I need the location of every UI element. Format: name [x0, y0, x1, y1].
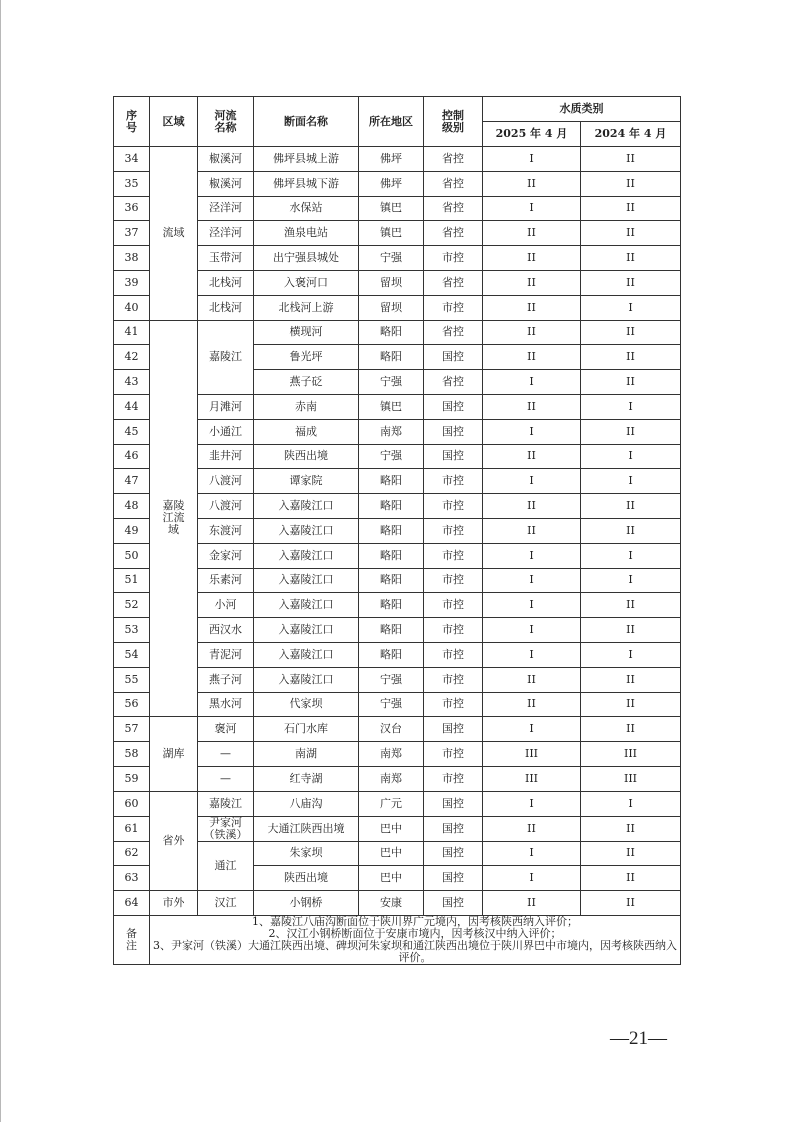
- note-line: 3、尹家河（铁溪）大通江陕西出境、碑坝河朱家坝和通江陕西出境位于陕川界巴中市境内，因考核陕西纳入评价。: [153, 938, 677, 964]
- cell-index: 62: [114, 841, 150, 866]
- cell-control: 省控: [424, 270, 483, 295]
- cell-quality-2025: II: [483, 816, 581, 841]
- cell-quality-2025: II: [483, 891, 581, 916]
- table-row: [114, 742, 681, 767]
- cell-location: 略阳: [359, 543, 424, 568]
- cell-section: 八庙沟: [254, 791, 359, 816]
- cell-index: 41: [114, 320, 150, 345]
- cell-index: 48: [114, 494, 150, 519]
- cell-river: 小河: [198, 593, 254, 618]
- cell-control: 省控: [424, 196, 483, 221]
- cell-section: 入嘉陵江口: [254, 543, 359, 568]
- cell-index: 38: [114, 246, 150, 271]
- cell-section: 入嘉陵江口: [254, 568, 359, 593]
- notes-content: [150, 915, 681, 964]
- cell-quality-2024: I: [581, 568, 681, 593]
- cell-location: 略阳: [359, 494, 424, 519]
- cell-section: 石门水库: [254, 717, 359, 742]
- table-row: [114, 791, 681, 816]
- cell-control: 市控: [424, 494, 483, 519]
- cell-quality-2025: II: [483, 667, 581, 692]
- table-row: [114, 692, 681, 717]
- cell-location: 宁强: [359, 444, 424, 469]
- cell-control: 市控: [424, 469, 483, 494]
- cell-river: 金家河: [198, 543, 254, 568]
- cell-quality-2024: II: [581, 494, 681, 519]
- cell-control: 市控: [424, 742, 483, 767]
- cell-section: 南湖: [254, 742, 359, 767]
- cell-quality-2025: II: [483, 320, 581, 345]
- cell-location: 镇巴: [359, 221, 424, 246]
- cell-region: 湖库: [150, 717, 198, 791]
- cell-index: 52: [114, 593, 150, 618]
- table-row: [114, 642, 681, 667]
- cell-river: 尹家河 （铁溪）: [198, 816, 254, 841]
- header-location: 所在地区: [359, 97, 424, 147]
- cell-location: 镇巴: [359, 196, 424, 221]
- cell-quality-2024: II: [581, 518, 681, 543]
- cell-index: 40: [114, 295, 150, 320]
- cell-section: 代家坝: [254, 692, 359, 717]
- cell-river: 韭井河: [198, 444, 254, 469]
- cell-control: 国控: [424, 419, 483, 444]
- cell-section: 入褒河口: [254, 270, 359, 295]
- cell-location: 镇巴: [359, 394, 424, 419]
- cell-quality-2024: II: [581, 147, 681, 172]
- cell-river: 八渡河: [198, 469, 254, 494]
- header-2025: 2025 年 4 月: [483, 122, 581, 147]
- cell-quality-2024: II: [581, 593, 681, 618]
- cell-location: 留坝: [359, 295, 424, 320]
- cell-quality-2025: II: [483, 394, 581, 419]
- cell-control: 国控: [424, 841, 483, 866]
- cell-control: 省控: [424, 221, 483, 246]
- cell-river: 黑水河: [198, 692, 254, 717]
- table-body: [114, 147, 681, 965]
- table-row: [114, 717, 681, 742]
- cell-index: 59: [114, 766, 150, 791]
- cell-quality-2025: II: [483, 494, 581, 519]
- table-row: [114, 891, 681, 916]
- cell-index: 47: [114, 469, 150, 494]
- cell-index: 35: [114, 171, 150, 196]
- table-row: [114, 147, 681, 172]
- cell-river: 椒溪河: [198, 171, 254, 196]
- cell-section: 燕子砭: [254, 370, 359, 395]
- cell-quality-2025: II: [483, 270, 581, 295]
- cell-river: 玉带河: [198, 246, 254, 271]
- cell-index: 50: [114, 543, 150, 568]
- cell-control: 国控: [424, 345, 483, 370]
- cell-index: 42: [114, 345, 150, 370]
- cell-quality-2024: II: [581, 171, 681, 196]
- cell-control: 省控: [424, 147, 483, 172]
- cell-river: 褒河: [198, 717, 254, 742]
- table-row: [114, 494, 681, 519]
- cell-location: 略阳: [359, 618, 424, 643]
- cell-quality-2025: II: [483, 692, 581, 717]
- cell-river: 北栈河: [198, 295, 254, 320]
- water-quality-table: [113, 96, 681, 965]
- cell-section: 陕西出境: [254, 444, 359, 469]
- cell-quality-2024: II: [581, 370, 681, 395]
- cell-location: 宁强: [359, 370, 424, 395]
- cell-control: 国控: [424, 394, 483, 419]
- cell-quality-2024: II: [581, 320, 681, 345]
- cell-index: 58: [114, 742, 150, 767]
- cell-quality-2025: II: [483, 246, 581, 271]
- cell-control: 国控: [424, 444, 483, 469]
- cell-quality-2024: II: [581, 246, 681, 271]
- cell-index: 54: [114, 642, 150, 667]
- cell-index: 63: [114, 866, 150, 891]
- cell-quality-2024: II: [581, 866, 681, 891]
- notes-label: 备 注: [114, 915, 150, 964]
- cell-section: 水保站: [254, 196, 359, 221]
- cell-index: 61: [114, 816, 150, 841]
- cell-quality-2025: II: [483, 295, 581, 320]
- cell-control: 国控: [424, 866, 483, 891]
- cell-section: 佛坪县城上游: [254, 147, 359, 172]
- cell-quality-2024: II: [581, 667, 681, 692]
- cell-river: 燕子河: [198, 667, 254, 692]
- cell-quality-2025: I: [483, 593, 581, 618]
- cell-index: 55: [114, 667, 150, 692]
- cell-location: 留坝: [359, 270, 424, 295]
- cell-location: 巴中: [359, 816, 424, 841]
- table-row: [114, 444, 681, 469]
- cell-index: 53: [114, 618, 150, 643]
- cell-river: 椒溪河: [198, 147, 254, 172]
- cell-quality-2025: I: [483, 147, 581, 172]
- cell-quality-2024: II: [581, 891, 681, 916]
- cell-index: 39: [114, 270, 150, 295]
- cell-quality-2024: II: [581, 345, 681, 370]
- table-row: [114, 518, 681, 543]
- cell-section: 渔泉电站: [254, 221, 359, 246]
- header-section: 断面名称: [254, 97, 359, 147]
- table-row: [114, 667, 681, 692]
- cell-quality-2025: I: [483, 618, 581, 643]
- cell-quality-2025: I: [483, 841, 581, 866]
- cell-river: 八渡河: [198, 494, 254, 519]
- cell-control: 国控: [424, 717, 483, 742]
- cell-quality-2024: III: [581, 766, 681, 791]
- cell-control: 市控: [424, 543, 483, 568]
- table-row: [114, 320, 681, 345]
- cell-location: 宁强: [359, 692, 424, 717]
- cell-quality-2024: II: [581, 196, 681, 221]
- header-index: 序 号: [114, 97, 150, 147]
- cell-river: 东渡河: [198, 518, 254, 543]
- cell-control: 省控: [424, 320, 483, 345]
- cell-index: 49: [114, 518, 150, 543]
- cell-section: 赤南: [254, 394, 359, 419]
- cell-region: 省外: [150, 791, 198, 890]
- cell-river: 青泥河: [198, 642, 254, 667]
- cell-location: 略阳: [359, 593, 424, 618]
- cell-control: 市控: [424, 568, 483, 593]
- cell-river: 月滩河: [198, 394, 254, 419]
- cell-location: 安康: [359, 891, 424, 916]
- cell-quality-2025: I: [483, 469, 581, 494]
- cell-quality-2024: I: [581, 642, 681, 667]
- cell-quality-2025: I: [483, 370, 581, 395]
- cell-section: 入嘉陵江口: [254, 494, 359, 519]
- cell-location: 宁强: [359, 667, 424, 692]
- cell-location: 佛坪: [359, 147, 424, 172]
- cell-river: 嘉陵江: [198, 791, 254, 816]
- table-row: [114, 841, 681, 866]
- cell-section: 入嘉陵江口: [254, 618, 359, 643]
- cell-quality-2025: I: [483, 642, 581, 667]
- cell-section: 出宁强县城处: [254, 246, 359, 271]
- cell-control: 市控: [424, 593, 483, 618]
- cell-control: 省控: [424, 171, 483, 196]
- cell-location: 略阳: [359, 642, 424, 667]
- cell-river: —: [198, 766, 254, 791]
- cell-control: 市控: [424, 295, 483, 320]
- cell-quality-2024: I: [581, 791, 681, 816]
- cell-location: 略阳: [359, 345, 424, 370]
- cell-control: 国控: [424, 791, 483, 816]
- cell-quality-2024: II: [581, 816, 681, 841]
- header-region: 区域: [150, 97, 198, 147]
- cell-section: 福成: [254, 419, 359, 444]
- cell-quality-2025: II: [483, 345, 581, 370]
- cell-control: 国控: [424, 816, 483, 841]
- cell-index: 44: [114, 394, 150, 419]
- header-control: 控制 级别: [424, 97, 483, 147]
- cell-location: 汉台: [359, 717, 424, 742]
- cell-location: 佛坪: [359, 171, 424, 196]
- cell-control: 市控: [424, 692, 483, 717]
- cell-location: 广元: [359, 791, 424, 816]
- cell-quality-2025: II: [483, 221, 581, 246]
- cell-quality-2024: II: [581, 270, 681, 295]
- cell-river: 西汉水: [198, 618, 254, 643]
- cell-region: 市外: [150, 891, 198, 916]
- cell-section: 横现河: [254, 320, 359, 345]
- table-row: [114, 593, 681, 618]
- table-row: [114, 766, 681, 791]
- cell-index: 46: [114, 444, 150, 469]
- cell-quality-2025: II: [483, 518, 581, 543]
- table-row: [114, 469, 681, 494]
- cell-river: 汉江: [198, 891, 254, 916]
- cell-river: 乐素河: [198, 568, 254, 593]
- cell-river: 泾洋河: [198, 221, 254, 246]
- cell-quality-2025: I: [483, 196, 581, 221]
- cell-quality-2024: I: [581, 295, 681, 320]
- cell-quality-2025: III: [483, 742, 581, 767]
- table-row: [114, 543, 681, 568]
- header-river: 河流 名称: [198, 97, 254, 147]
- cell-region: 流域: [150, 147, 198, 321]
- cell-quality-2024: II: [581, 841, 681, 866]
- cell-section: 入嘉陵江口: [254, 518, 359, 543]
- cell-section: 鲁光坪: [254, 345, 359, 370]
- table-row: [114, 618, 681, 643]
- table-row: [114, 196, 681, 221]
- cell-index: 37: [114, 221, 150, 246]
- cell-quality-2025: II: [483, 171, 581, 196]
- cell-location: 略阳: [359, 320, 424, 345]
- cell-control: 市控: [424, 766, 483, 791]
- cell-quality-2025: I: [483, 419, 581, 444]
- cell-quality-2024: I: [581, 469, 681, 494]
- cell-river: —: [198, 742, 254, 767]
- cell-quality-2025: I: [483, 717, 581, 742]
- cell-quality-2024: II: [581, 419, 681, 444]
- cell-quality-2024: I: [581, 444, 681, 469]
- table-row: [114, 568, 681, 593]
- cell-index: 57: [114, 717, 150, 742]
- cell-control: 省控: [424, 370, 483, 395]
- note-line: 2、汉江小钢桥断面位于安康市境内，因考核汉中纳入评价；: [268, 926, 562, 940]
- cell-river: 小通江: [198, 419, 254, 444]
- cell-section: 红寺湖: [254, 766, 359, 791]
- notes-row: [114, 915, 681, 964]
- table-row: [114, 419, 681, 444]
- cell-region: 嘉陵 江流 域: [150, 320, 198, 717]
- cell-location: 宁强: [359, 246, 424, 271]
- cell-location: 略阳: [359, 518, 424, 543]
- cell-river: 嘉陵江: [198, 320, 254, 394]
- cell-control: 市控: [424, 667, 483, 692]
- cell-river: 通江: [198, 841, 254, 891]
- cell-control: 市控: [424, 518, 483, 543]
- table-row: [114, 394, 681, 419]
- cell-location: 巴中: [359, 866, 424, 891]
- page-edge: [0, 0, 1, 1122]
- table-row: [114, 221, 681, 246]
- cell-control: 市控: [424, 246, 483, 271]
- cell-location: 南郑: [359, 419, 424, 444]
- cell-quality-2025: II: [483, 444, 581, 469]
- note-line: 1、嘉陵江八庙沟断面位于陕川界广元境内，因考核陕西纳入评价；: [252, 914, 578, 928]
- cell-quality-2025: I: [483, 791, 581, 816]
- cell-section: 入嘉陵江口: [254, 593, 359, 618]
- cell-index: 43: [114, 370, 150, 395]
- cell-quality-2024: I: [581, 394, 681, 419]
- cell-control: 市控: [424, 642, 483, 667]
- cell-location: 南郑: [359, 742, 424, 767]
- cell-section: 入嘉陵江口: [254, 642, 359, 667]
- cell-section: 大通江陕西出境: [254, 816, 359, 841]
- page-number: —21—: [610, 1028, 667, 1049]
- cell-location: 略阳: [359, 469, 424, 494]
- cell-quality-2024: II: [581, 692, 681, 717]
- cell-quality-2024: II: [581, 717, 681, 742]
- table-row: [114, 246, 681, 271]
- table-row: [114, 816, 681, 841]
- cell-location: 南郑: [359, 766, 424, 791]
- cell-river: 泾洋河: [198, 196, 254, 221]
- cell-quality-2024: II: [581, 618, 681, 643]
- cell-quality-2024: I: [581, 543, 681, 568]
- table-row: [114, 270, 681, 295]
- cell-river: 北栈河: [198, 270, 254, 295]
- cell-quality-2025: I: [483, 568, 581, 593]
- table-row: [114, 171, 681, 196]
- cell-index: 56: [114, 692, 150, 717]
- cell-section: 谭家院: [254, 469, 359, 494]
- cell-location: 略阳: [359, 568, 424, 593]
- table-row: [114, 295, 681, 320]
- header-2024: 2024 年 4 月: [581, 122, 681, 147]
- cell-index: 36: [114, 196, 150, 221]
- cell-section: 陕西出境: [254, 866, 359, 891]
- cell-control: 国控: [424, 891, 483, 916]
- cell-section: 佛坪县城下游: [254, 171, 359, 196]
- cell-index: 34: [114, 147, 150, 172]
- cell-quality-2025: I: [483, 866, 581, 891]
- cell-index: 64: [114, 891, 150, 916]
- cell-section: 朱家坝: [254, 841, 359, 866]
- cell-section: 小钢桥: [254, 891, 359, 916]
- cell-index: 45: [114, 419, 150, 444]
- cell-quality-2025: III: [483, 766, 581, 791]
- cell-section: 北栈河上游: [254, 295, 359, 320]
- cell-quality-2024: III: [581, 742, 681, 767]
- cell-control: 市控: [424, 618, 483, 643]
- cell-index: 51: [114, 568, 150, 593]
- cell-location: 巴中: [359, 841, 424, 866]
- cell-quality-2024: II: [581, 221, 681, 246]
- cell-section: 入嘉陵江口: [254, 667, 359, 692]
- header-quality: 水质类别: [483, 97, 681, 122]
- cell-index: 60: [114, 791, 150, 816]
- cell-quality-2025: I: [483, 543, 581, 568]
